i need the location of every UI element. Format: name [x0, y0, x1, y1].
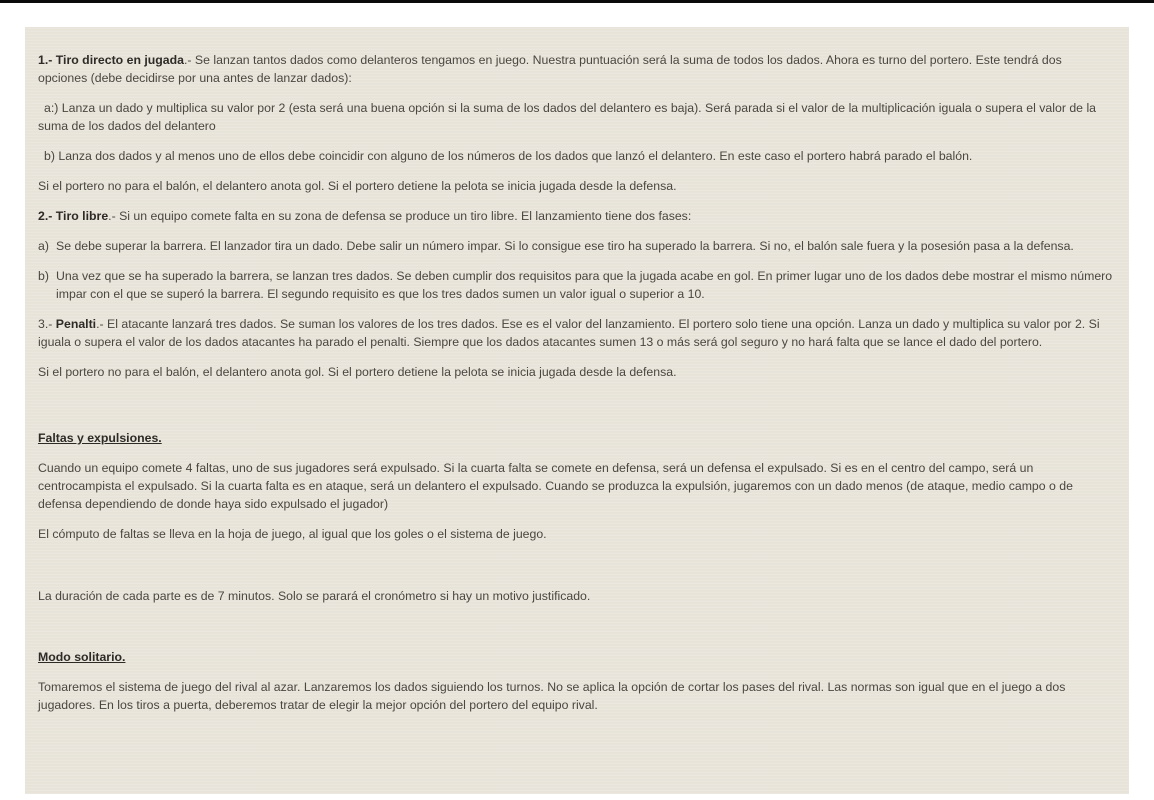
rule-penalti — [38, 315, 1114, 351]
rule-tiro-libre-title: 2.- Tiro libre — [38, 209, 109, 223]
list-marker: b) — [38, 269, 49, 283]
rule-penalti-text: .- El atacante lanzará tres dados. Se suman los valores de los tres dados. Ese es el valor del lanzamiento. El portero solo tiene una opción. Lanza un dado y multiplica su valor por 2. Si iguala o supera el valor de los dados atacantes ha parado el penalti. Siempre que los dados atacantes sumen 13 o más será gol seguro y no hará falta que se lance el dado del portero. — [38, 317, 1100, 349]
document-content — [38, 51, 1114, 714]
list-marker: a) — [38, 239, 49, 253]
solitario-paragraph: Tomaremos el sistema de juego del rival al azar. Lanzaremos los dados siguiendo los turnos. No se aplica la opción de cortar los pases del rival. Las normas son igual que en el juego a dos jugadores. En los tiros a puerta, deberemos tratar de elegir la mejor opción del portero del equipo rival. — [38, 680, 1066, 712]
duracion-paragraph: La duración de cada parte es de 7 minutos. Solo se parará el cronómetro si hay un motivo justificado. — [38, 589, 591, 603]
rule-tiro-libre-text: .- Si un equipo comete falta en su zona de defensa se produce un tiro libre. El lanzamiento tiene dos fases: — [108, 209, 692, 223]
list-item-text: Se debe superar la barrera. El lanzador tira un dado. Debe salir un número impar. Si lo consigue ese tiro ha superado la barrera. Si no, el balón sale fuera y la posesión pasa a la defensa. — [56, 239, 1074, 253]
rule-penalti-number: 3.- — [38, 317, 56, 331]
faltas-heading: Faltas y expulsiones. — [38, 431, 162, 445]
rule-tiro-directo-outcome: Si el portero no para el balón, el delantero anota gol. Si el portero detiene la pelota se inicia jugada desde la defensa. — [38, 179, 677, 193]
faltas-computo: El cómputo de faltas se lleva en la hoja de juego, al igual que los goles o el sistema de juego. — [38, 527, 547, 541]
goalkeeper-option-a: a:) Lanza un dado y multiplica su valor por 2 (esta será una buena opción si la suma de los dados del delantero es baja). Será parada si el valor de la multiplicación iguala o supera el valor de la suma de los dados del delantero — [38, 101, 1097, 133]
rule-tiro-directo-text: .- Se lanzan tantos dados como delanteros tengamos en juego. Nuestra puntuación será la suma de todos los dados. Ahora es turno del portero. Este tendrá dos opciones (debe decidirse por una antes de lanzar dados): — [38, 53, 1062, 85]
rule-tiro-directo-title: 1.- Tiro directo en jugada — [38, 53, 184, 67]
tiro-libre-phase-b — [38, 267, 1114, 303]
document-page — [25, 27, 1129, 794]
list-item-text: Una vez que se ha superado la barrera, se lanzan tres dados. Se deben cumplir dos requisitos para que la jugada acabe en gol. En primer lugar uno de los dados debe mostrar el mismo número impar con el que se superó la barrera. El segundo requisito es que los tres dados sumen un valor igual o superior a 10. — [56, 269, 1113, 301]
rule-tiro-directo — [38, 51, 1114, 87]
tiro-libre-phase-a — [38, 237, 1114, 255]
top-border — [0, 0, 1154, 3]
rule-tiro-libre — [38, 207, 1114, 225]
faltas-paragraph: Cuando un equipo comete 4 faltas, uno de sus jugadores será expulsado. Si la cuarta falta se comete en defensa, será un defensa el expulsado. Si es en el centro del campo, será un centrocampista el expulsado. Si la cuarta falta es en ataque, será un delantero el expulsado. Cuando se produzca la expulsión, jugaremos con un dado menos (de ataque, medio campo o de defensa dependiendo de donde haya sido expulsado el jugador) — [38, 461, 1073, 511]
rule-penalti-title: Penalti — [55, 317, 97, 331]
solitario-heading: Modo solitario. — [38, 650, 126, 664]
goalkeeper-option-b: b) Lanza dos dados y al menos uno de ellos debe coincidir con alguno de los números de los dados que lanzó el delantero. En este caso el portero habrá parado el balón. — [44, 149, 973, 163]
rule-penalti-outcome: Si el portero no para el balón, el delantero anota gol. Si el portero detiene la pelota se inicia jugada desde la defensa. — [38, 365, 677, 379]
